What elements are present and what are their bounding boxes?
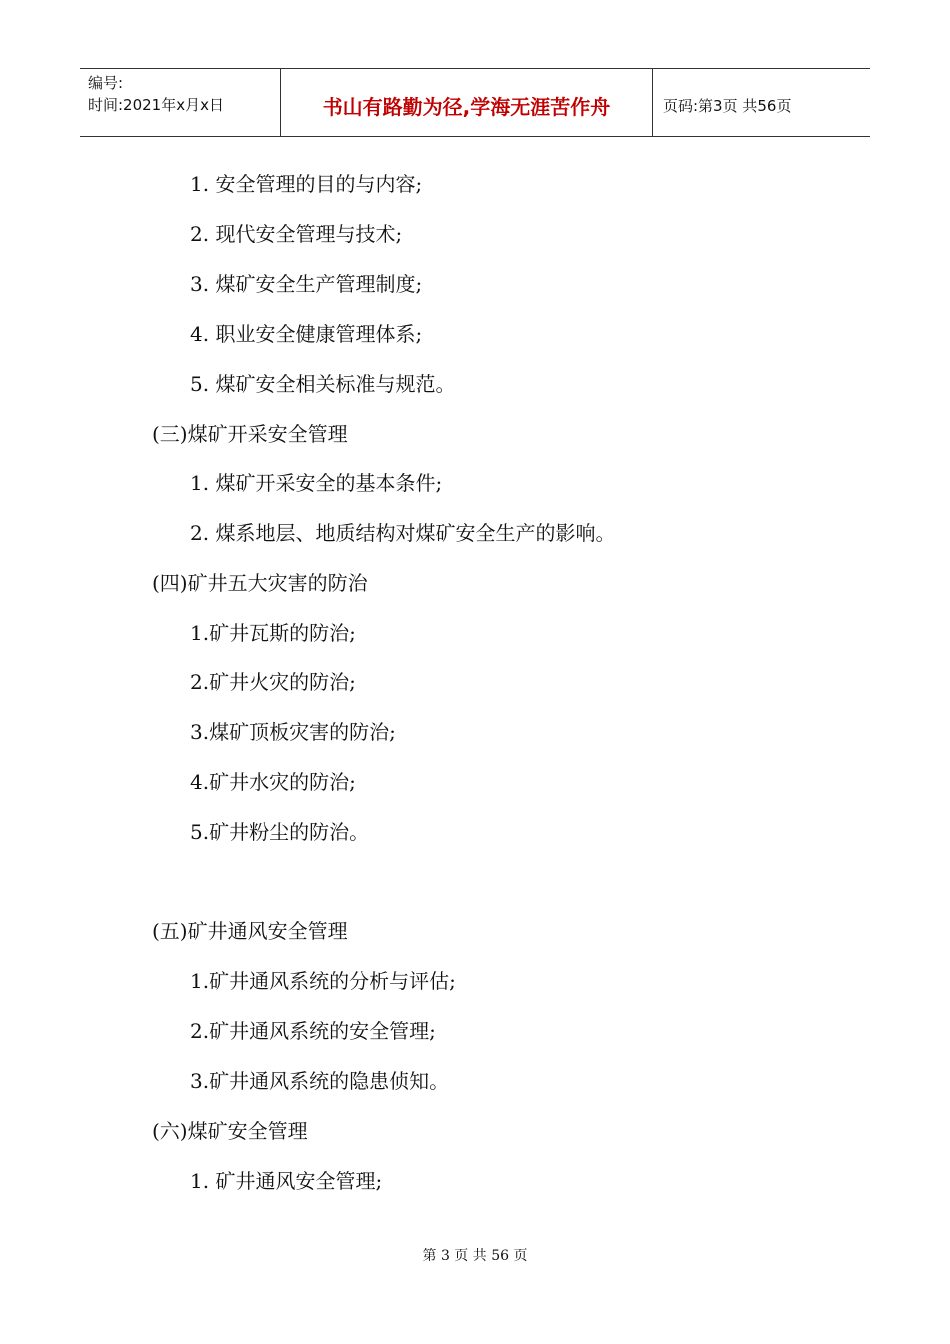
list-item: 1.矿井通风系统的分析与评估; [190, 969, 456, 993]
list-item: 2. 煤系地层、地质结构对煤矿安全生产的影响。 [190, 521, 616, 545]
list-item: 5.矿井粉尘的防治。 [190, 820, 370, 844]
section-heading: (六)煤矿安全管理 [152, 1119, 308, 1143]
list-item: 1. 煤矿开采安全的基本条件; [190, 471, 443, 495]
page-footer: 第 3 页 共 56 页 [422, 1248, 528, 1264]
section-heading: (四)矿井五大灾害的防治 [152, 571, 368, 595]
list-item: 3. 煤矿安全生产管理制度; [190, 272, 423, 296]
list-item: 1.矿井瓦斯的防治; [190, 621, 356, 645]
header-page-label: 页码:第3页 共56页 [663, 97, 792, 115]
document-time-label: 时间:2021年x月x日 [88, 96, 224, 114]
header-meta [80, 69, 281, 136]
list-item: 3.矿井通风系统的隐患侦知。 [190, 1069, 450, 1093]
section-heading: (三)煤矿开采安全管理 [152, 422, 348, 446]
list-item: 5. 煤矿安全相关标准与规范。 [190, 372, 456, 396]
page-header [80, 68, 870, 137]
document-number-label: 编号: [88, 74, 124, 92]
list-item: 3.煤矿顶板灾害的防治; [190, 720, 396, 744]
list-item: 4.矿井水灾的防治; [190, 770, 356, 794]
list-item: 4. 职业安全健康管理体系; [190, 322, 423, 346]
list-item: 2.矿井通风系统的安全管理; [190, 1019, 436, 1043]
list-item: 1. 矿井通风安全管理; [190, 1169, 383, 1193]
list-item: 2. 现代安全管理与技术; [190, 222, 403, 246]
list-item: 2.矿井火灾的防治; [190, 670, 356, 694]
section-heading: (五)矿井通风安全管理 [152, 919, 348, 943]
list-item: 1. 安全管理的目的与内容; [190, 172, 423, 196]
header-motto: 书山有路勤为径,学海无涯苦作舟 [281, 69, 653, 136]
